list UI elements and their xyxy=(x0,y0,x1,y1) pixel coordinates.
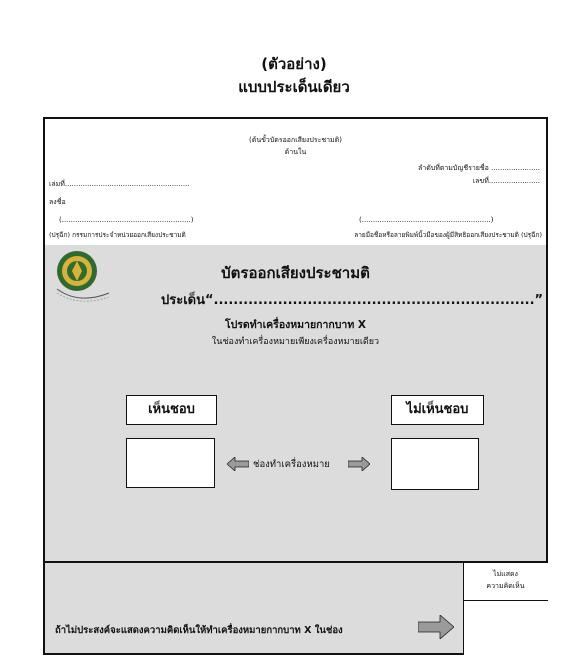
mark-area-label: ช่องทำเครื่องหมาย xyxy=(253,459,330,470)
no-opinion-section xyxy=(45,563,546,653)
stub-book-number: เล่มที่........................................................ xyxy=(49,180,190,188)
stub-header: (ต้นขั้วบัตรออกเสียงประชามติ) xyxy=(249,136,342,144)
no-opinion-mark-box[interactable] xyxy=(463,600,548,655)
no-opinion-header-box xyxy=(463,563,548,601)
issue-line: ประเด็น“.................................................................” xyxy=(161,293,544,308)
stub-order-number: ลำดับที่ตามบัญชีรายชื่อ ...................... xyxy=(418,164,540,172)
ballot-form xyxy=(43,117,548,655)
agree-label: เห็นชอบ xyxy=(126,395,217,425)
heading-single-issue: แบบประเด็นเดียว xyxy=(238,78,350,96)
heading-example: (ตัวอย่าง) xyxy=(261,55,327,73)
stub-sign-label: ลงชื่อ xyxy=(49,198,66,206)
agree-mark-box[interactable] xyxy=(126,438,215,488)
stub-serial-number: เลขที่....................... xyxy=(472,177,540,185)
ballot-main xyxy=(45,245,546,563)
instruction-bold: โปรดทำเครื่องหมายกากบาท X xyxy=(224,319,366,331)
disagree-mark-box[interactable] xyxy=(391,438,479,490)
no-opinion-header-line2: ความคิดเห็น xyxy=(486,582,525,590)
arrow-right-icon xyxy=(348,457,370,471)
instruction-sub: ในช่องทำเครื่องหมายเพียงเครื่องหมายเดียว xyxy=(211,337,380,347)
arrow-right-icon xyxy=(418,615,454,639)
stub-subheader: ด้านใน xyxy=(284,148,307,156)
ballot-stub xyxy=(45,119,546,247)
stub-caption-officer: (ปรุฉีก) กรรมการประจำหน่วยออกเสียงประชามติ xyxy=(49,231,186,239)
disagree-label: ไม่เห็นชอบ xyxy=(391,395,484,425)
no-opinion-instruction: ถ้าไม่ประสงค์จะแสดงความคิดเห็นให้ทำเครื่องหมายกากบาท X ในช่อง xyxy=(55,625,343,636)
no-opinion-header-line1: ไม่แสดง xyxy=(493,570,518,578)
stub-caption-voter: ลายมือชื่อหรือลายพิมพ์นิ้วมือของผู้มีสิทธิออกเสียงประชามติ (ปรุฉีก) xyxy=(354,231,542,239)
arrow-left-icon xyxy=(227,457,249,471)
stub-paren-right: (..........................................................) xyxy=(359,216,494,224)
ballot-title: บัตรออกเสียงประชามติ xyxy=(221,264,370,282)
stub-paren-left: (..........................................................) xyxy=(59,216,194,224)
